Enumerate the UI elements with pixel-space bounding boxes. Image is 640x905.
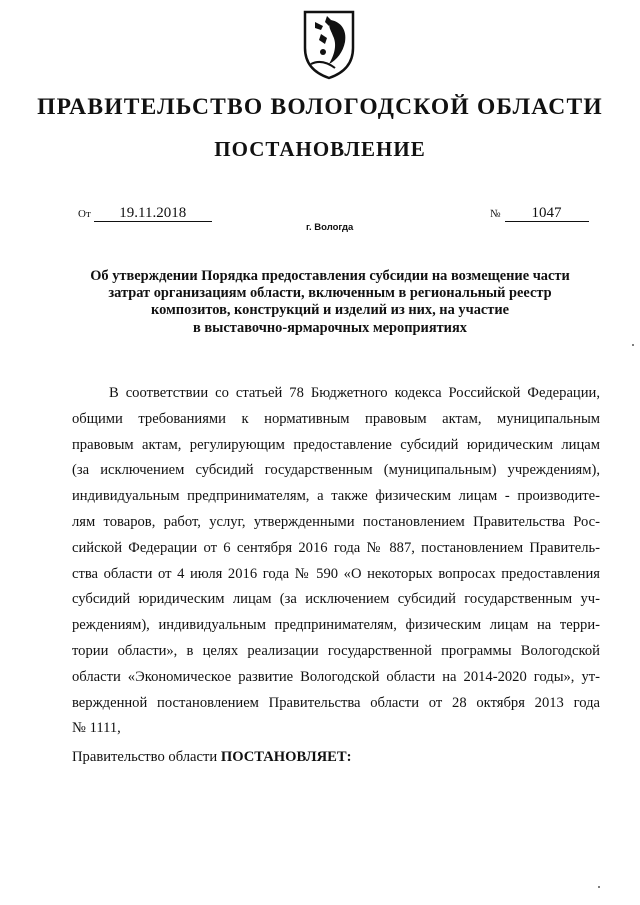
body-line: области «Экономическое развитие Вологодской области на 2014-2020 годы», ут- bbox=[72, 668, 600, 685]
body-line: тории области», в целях реализации государственной программы Вологодской bbox=[72, 642, 600, 659]
resolution-prefix: Правительство области bbox=[72, 749, 221, 766]
document-date: 19.11.2018 bbox=[94, 205, 212, 222]
body-line: индивидуальным предпринимателям, а также физическим лицам - производите- bbox=[72, 488, 600, 505]
document-subject bbox=[60, 268, 600, 337]
document-body bbox=[72, 381, 600, 771]
body-line: (за исключением субсидий государственным (муниципальным) учреждениям), bbox=[72, 462, 600, 479]
resolution-verb: ПОСТАНОВЛЯЕТ: bbox=[220, 749, 352, 766]
body-line: правовым актам, регулирующим предоставление субсидий юридическим лицам bbox=[72, 436, 600, 453]
body-line: общими требованиями к нормативным правовым актам, муниципальным bbox=[72, 410, 600, 427]
body-line: реждениям), индивидуальным предпринимателям, физическим лицам на терри- bbox=[72, 617, 600, 634]
subject-line: в выставочно-ярмарочных мероприятиях bbox=[193, 319, 467, 336]
coat-of-arms-icon bbox=[301, 8, 357, 80]
body-line: сийской Федерации от 6 сентября 2016 года № 887, постановлением Правитель- bbox=[72, 539, 600, 556]
subject-line: затрат организациям области, включенным в региональный реестр bbox=[108, 285, 552, 302]
document-number: 1047 bbox=[505, 205, 589, 222]
body-line: ства области от 4 июля 2016 года № 590 «О некоторых вопросах предоставления bbox=[72, 565, 600, 582]
subject-line: композитов, конструкций и изделий из них, на участие bbox=[150, 302, 510, 319]
number-field bbox=[490, 205, 589, 222]
number-label: № bbox=[490, 208, 501, 220]
body-line: В соответствии со статьей 78 Бюджетного кодекса Российской Федерации, bbox=[109, 385, 600, 401]
body-line: субсидий юридическим лицам (за исключением субсидий государственным уч- bbox=[72, 591, 600, 608]
body-line: № 1111, bbox=[72, 720, 121, 737]
date-field bbox=[78, 205, 212, 222]
document-type: ПОСТАНОВЛЕНИЕ bbox=[214, 137, 426, 161]
scan-speck bbox=[632, 344, 634, 346]
body-line: вержденной постановлением Правительства области от 28 октября 2013 года bbox=[72, 694, 600, 711]
government-title: ПРАВИТЕЛЬСТВО ВОЛОГОДСКОЙ ОБЛАСТИ bbox=[37, 94, 603, 120]
scan-speck bbox=[598, 886, 600, 888]
resolution-line bbox=[72, 745, 600, 771]
subject-line: Об утверждении Порядка предоставления субсидии на возмещение части bbox=[90, 268, 570, 284]
date-label: От bbox=[78, 208, 91, 220]
body-line: лям товаров, работ, услуг, утвержденными постановлением Правительства Рос- bbox=[72, 513, 600, 530]
city-name: г. Вологда bbox=[306, 222, 354, 233]
